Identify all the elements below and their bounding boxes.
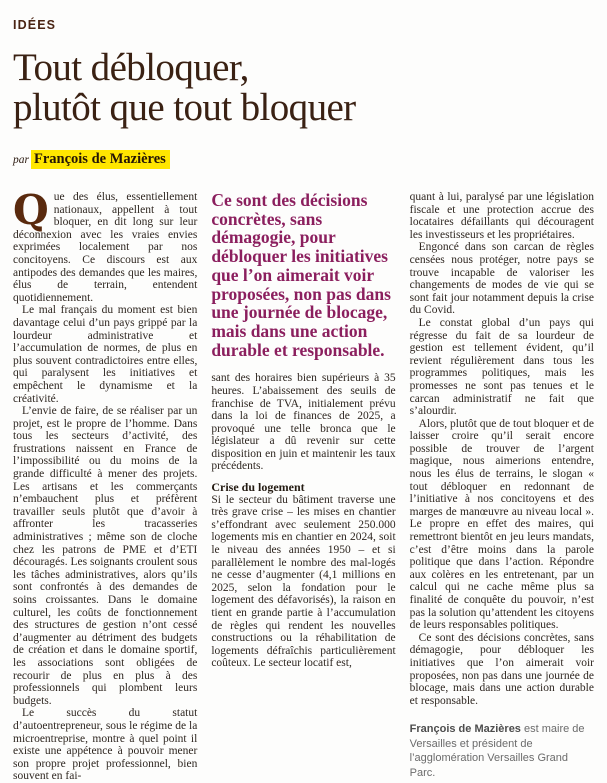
article-headline xyxy=(13,48,594,128)
subheading: Crise du logement xyxy=(211,480,305,495)
paragraph: Ce sont des décisions concrètes, sans démagogie, pour débloquer les initiatives que l’on aimerait voir proposées, non pas dans une journée de blocage, mais dans une action durable et responsable. xyxy=(409,631,594,707)
pull-quote: Ce sont des décisions concrètes, sans démagogie, pour débloquer les initiatives que l’on aimerait voir proposées, non pas dans une journée de blocage, mais dans une action durable et responsable. xyxy=(211,190,391,360)
column-1 xyxy=(13,186,198,783)
byline-prefix: par xyxy=(13,154,29,166)
article-body xyxy=(13,186,594,783)
paragraph: sant des horaires bien supérieurs à 35 heures. L’abaissement des seuils de franchise de TVA, initialement prévu dans la loi de finances de 2025, a provoqué une telle bronca que le législateur a dû revenir sur cette disposition en juin et maintenir les taux précédents. xyxy=(211,372,396,473)
paragraph-text: ue des élus, essentiellement nationaux, appellent à tout bloquer, en dit long sur leur déconnexion avec les vraies envies exprimées localement par nos concitoyens. Ce discours est aux antipodes des demandes que les maires, élus de terrain, entendent quotidiennement. xyxy=(13,191,198,304)
author-bio xyxy=(410,722,594,780)
paragraph: Alors, plutôt que de tout bloquer et de laisser croire qu’il serait encore possible de trouver de l’argent magique, nous aimerions entendre, nous les élus de terrains, le slogan « tout débloquer en redonnant de l’initiative à nos concitoyens et des marges de manœuvre au niveau local ». Le propre en effet des maires, qui remettront bientôt en jeu leurs mandats, c’est d’être moins dans la parole politique que dans l’action. Répondre aux colères en les entretenant, par un calcul qui ne cache même plus sa finalité de conquête du pouvoir, n’est pas la solution qu’attendent les citoyens de leurs responsables politiques. xyxy=(409,417,594,632)
column-3 xyxy=(410,191,594,783)
column-2 xyxy=(211,191,395,783)
paragraph xyxy=(13,186,198,304)
paragraph: Le succès du statut d’autoentrepreneur, sous le régime de la microentreprise, montre à quel point il existe une appétence à pouvoir mener son propre projet professionnel, bien souvent en fai- xyxy=(13,707,198,783)
byline-author: François de Mazières xyxy=(31,150,170,169)
paragraph: quant à lui, paralysé par une législation fiscale et une protection accrue des locataires défaillants qui découragent les investisseurs et les propriétaires. xyxy=(409,191,594,241)
paragraph: Engoncé dans son carcan de règles censées nous protéger, notre pays se trouve incapable de valoriser les changements de modes de vie qui se sont fait jour notamment depuis la crise du Covid. xyxy=(409,241,594,317)
byline xyxy=(13,150,594,169)
author-bio-text: est maire de Versailles et président de l’agglomération Versailles Grand Parc. xyxy=(409,723,585,779)
author-bio-name: François de Mazières xyxy=(409,723,521,736)
paragraph: Si le secteur du bâtiment traverse une très grave crise – les mises en chantier s’effondrant avec seulement 250.000 logements mis en chantier en 2024, soit le niveau des années 1950 – et si parallèlement le nombre des mal-logés ne cesse d’augmenter (4,1 millions en 2025, selon la fondation pour le logement des défavorisés), la raison en tient en grande partie à l’accumulation de règles qui rendent les nouvelles constructions ou la réhabilitation de logements défraîchis particulièrement coûteux. Le secteur locatif est, xyxy=(211,493,396,670)
paragraph: Le mal français du moment est bien davantage celui d’un pays grippé par la lourdeur administrative et l’accumulation de normes, de plus en plus souvent contradictoires entre elles, qui paralysent les initiatives et empêchent le dynamisme et la créativité. xyxy=(13,304,198,405)
paragraph: L’envie de faire, de se réaliser par un projet, est le propre de l’homme. Dans tous les secteurs d’activité, des frustrations naissent en France de l’impossibilité ou du moins de la grande difficulté à mener des projets. Les artisans et les commerçants n’embauchent plus et préfèrent travailler seuls plutôt que d’avoir à affronter les tracasseries administratives ; même son de cloche chez les patrons de PME et d’ETI découragés. Les soignants croulent sous les tâches administratives, alors qu’ils sont confrontés à des demandes de soins croissantes. Dans le domaine culturel, les coûts de fonctionnement des structures de gestion n’ont cessé d’augmenter au détriment des budgets de création et dans le domaine sportif, les associations sont obligées de recourir de plus en plus à des professionnels qui plombent leurs budgets. xyxy=(13,405,198,707)
drop-cap: Q xyxy=(13,186,49,234)
headline-line-1: Tout débloquer, xyxy=(13,46,249,89)
paragraph: Le constat global d’un pays qui régresse du fait de sa lourdeur de gestion est tellement évident, qu’il revient régulièrement dans tous les programmes politiques, mais les promesses ne sont pas tenues et le carcan administratif ne fait que s’alourdir. xyxy=(409,316,594,418)
section-kicker: IDÉES xyxy=(13,18,57,32)
headline-line-2: plutôt que tout bloquer xyxy=(13,86,356,129)
